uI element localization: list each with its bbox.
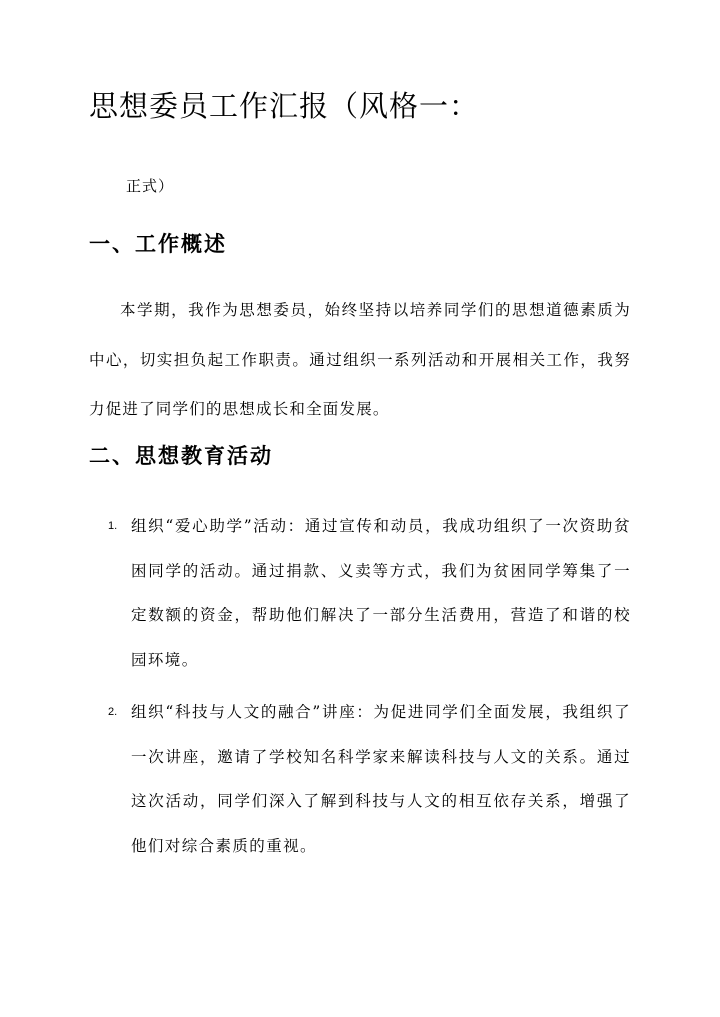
list-item [89, 504, 631, 682]
list-item [89, 690, 631, 868]
list-item-number: 1. [108, 520, 118, 532]
activity-list-item-2 [89, 690, 631, 868]
activity-list-item-1 [89, 504, 631, 682]
overview-paragraph: 本学期，我作为思想委员，始终坚持以培养同学们的思想道德素质为中心，切实担负起工作职责。通过组织一系列活动和开展相关工作，我努力促进了同学们的思想成长和全面发展。 [89, 301, 631, 418]
document-title: 思想委员工作汇报（风格一： [89, 89, 480, 123]
list-item-number: 2. [108, 706, 118, 718]
document-subtitle: 正式） [126, 177, 175, 195]
list-item-text: 组织“科技与人文的融合”讲座：为促进同学们全面发展，我组织了一次讲座，邀请了学校知名科学家来解读科技与人文的关系。通过这次活动，同学们深入了解到科技与人文的相互依存关系，增强了他们对综合素质的重视。 [131, 703, 631, 855]
section-heading-activities: 二、思想教育活动 [89, 443, 273, 468]
section-heading-overview: 一、工作概述 [89, 231, 227, 256]
list-item-text: 组织“爱心助学”活动：通过宣传和动员，我成功组织了一次资助贫困同学的活动。通过捐款、义卖等方式，我们为贫困同学筹集了一定数额的资金，帮助他们解决了一部分生活费用，营造了和谐的校园环境。 [131, 517, 631, 669]
